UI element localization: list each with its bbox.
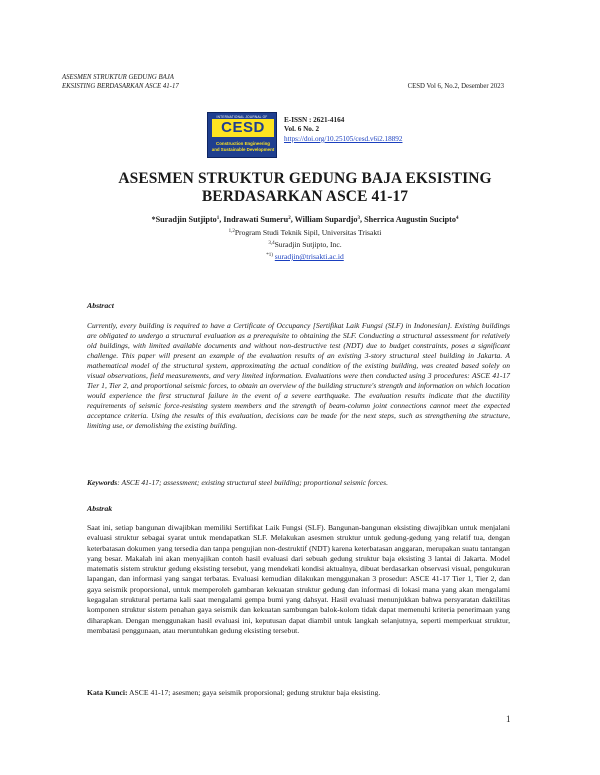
page-number: 1: [506, 714, 511, 724]
abstract-heading: Abstract: [87, 301, 114, 310]
journal-issue: CESD Vol 6, No.2, Desember 2023: [407, 83, 504, 90]
running-title-line2: EKSISTING BERDASARKAN ASCE 41-17: [62, 83, 179, 90]
kata-kunci-label: Kata Kunci:: [87, 688, 128, 697]
journal-logo: [207, 112, 277, 158]
running-title-line1: ASESMEN STRUKTUR GEDUNG BAJA: [62, 74, 174, 81]
kata-kunci: [87, 688, 510, 698]
running-header: [62, 73, 312, 91]
volume: Vol. 6 No. 2: [284, 125, 320, 134]
eissn: E-ISSN : 2621-4164: [284, 116, 345, 124]
author: *Suradjin Sutjipto$^1$,: [151, 215, 224, 224]
abstract-body: Currently, every building is required to have a Certificate of Occupancy [Sertifikat Laik Fungsi (SLF) in Indonesian]. Existing buildings are obligated to undergo a structural evaluation as a prerequisite to obtaining the SLF. Conducting a structural assessment for relatively old buildings, with limited available documents and without non-destructive test (NDT) due to budget constraints, poses a significant challenge. This paper will present an example of the evaluation results of an existing 3-story structural steel building in Jakarta. A mathematical model of the structural system, approximating the actual condition of the existing building, was created based solely on visual observations, field measurements, and very limited information. Evaluations were then conducted using 3 procedures: ASCE 41-17 Tier 1, Tier 2, and proportional seismic forces, to obtain an overview of the building structure's strength and information on which location would experience the first structural failure in the event of a severe earthquake. The evaluation results indicate that the ductility requirements of seismic force-resisting system members and the strength of beam-column joint connections cannot meet the expected acceptance criteria. Using the results of this evaluation, decisions can be made for the next steps, such as strengthening the structure, limiting use, or demolishing the existing building.: [87, 321, 510, 431]
author: Indrawati Sumeru$^2$,: [223, 215, 295, 224]
keywords-text: : ASCE 41-17; assessment; existing structural steel building; proportional seismic forces.: [117, 478, 388, 487]
abstrak-heading: Abstrak: [87, 504, 113, 513]
title-line1: ASESMEN STRUKTUR GEDUNG BAJA EKSISTING: [118, 170, 492, 187]
logo-subtitle-line2: and Sustainable Development: [211, 146, 275, 152]
keywords-label: Keywords: [87, 478, 118, 487]
paper-title: [60, 170, 550, 206]
author: Sherrica Augustin Sucipto$^4$: [364, 215, 459, 224]
logo-word: CESD: [212, 119, 274, 137]
logo-subtitle-line1: Construction Engineering: [216, 141, 270, 146]
affiliation: $^{3,4}$Suradjin Sutjipto, Inc.: [268, 240, 342, 249]
author: William Supardjo$^3$,: [294, 215, 365, 224]
title-line2: BERDASARKAN ASCE 41-17: [201, 188, 409, 205]
abstrak-body: Saat ini, setiap bangunan diwajibkan memiliki Sertifikat Laik Fungsi (SLF). Bangunan-bangunan eksisting diwajibkan untuk menjalani evaluasi struktur sebagai syarat untuk mendapatkan SLF. Melakukan asesmen struktur untuk gedung-gedung yang relatif tua, dengan keterbatasan dokumen yang tersedia dan tanpa pengujian non-destruktif (NDT) karena keterbatasan anggaran, merupakan suatu tantangan yang besar. Makalah ini akan menyajikan contoh hasil evaluasi dari sebuah gedung struktur baja eksisting 3 lantai di Jakarta. Model matematis sistem struktur gedung eksisting tersebut, yang mendekati kondisi aktualnya, dibuat berdasarkan observasi visual, pengukuran lapangan, dan informasi yang sangat terbatas. Evaluasi kemudian dilakukan menggunakan 3 prosedur: ASCE 41-17 Tier 1, Tier 2, dan gaya seismik proporsional, untuk memperoleh gambaran kekuatan struktur gedung dan informasi di lokasi mana yang akan mengalami kegagalan struktural pertama kali saat mengalami gempa bumi yang dahsyat. Hasil evaluasi menunjukkan bahwa persyaratan daktilitas komponen struktur sistem penahan gaya seismik dan kekuatan sambungan balok-kolom tidak dapat memenuhi kriteria penerimaan yang diharapkan. Dengan menggunakan hasil evaluasi ini, keputusan dapat diambil untuk langkah selanjutnya, seperti memperkuat struktur, membatasi penggunaan, atau meruntuhkan gedung eksisting tersebut.: [87, 523, 510, 635]
email-link[interactable]: suradjin@trisakti.ac.id: [274, 252, 344, 261]
corresponding-email: $^{*1)}$ suradjin@trisakti.ac.id: [266, 252, 344, 261]
doi-link[interactable]: https://doi.org/10.25105/cesd.v6i2.18892: [284, 134, 403, 143]
keywords: [87, 478, 510, 488]
journal-info: [284, 116, 402, 144]
affiliation: $^{1,2}$Program Studi Teknik Sipil, Universitas Trisakti: [228, 228, 382, 237]
author-list: [60, 215, 550, 225]
logo-top-text: INTERNATIONAL JOURNAL OF: [216, 115, 268, 119]
kata-kunci-text: ASCE 41-17; asesmen; gaya seismik proporsional; gedung struktur baja eksisting.: [127, 688, 381, 697]
logo-subtitle: [210, 141, 276, 152]
